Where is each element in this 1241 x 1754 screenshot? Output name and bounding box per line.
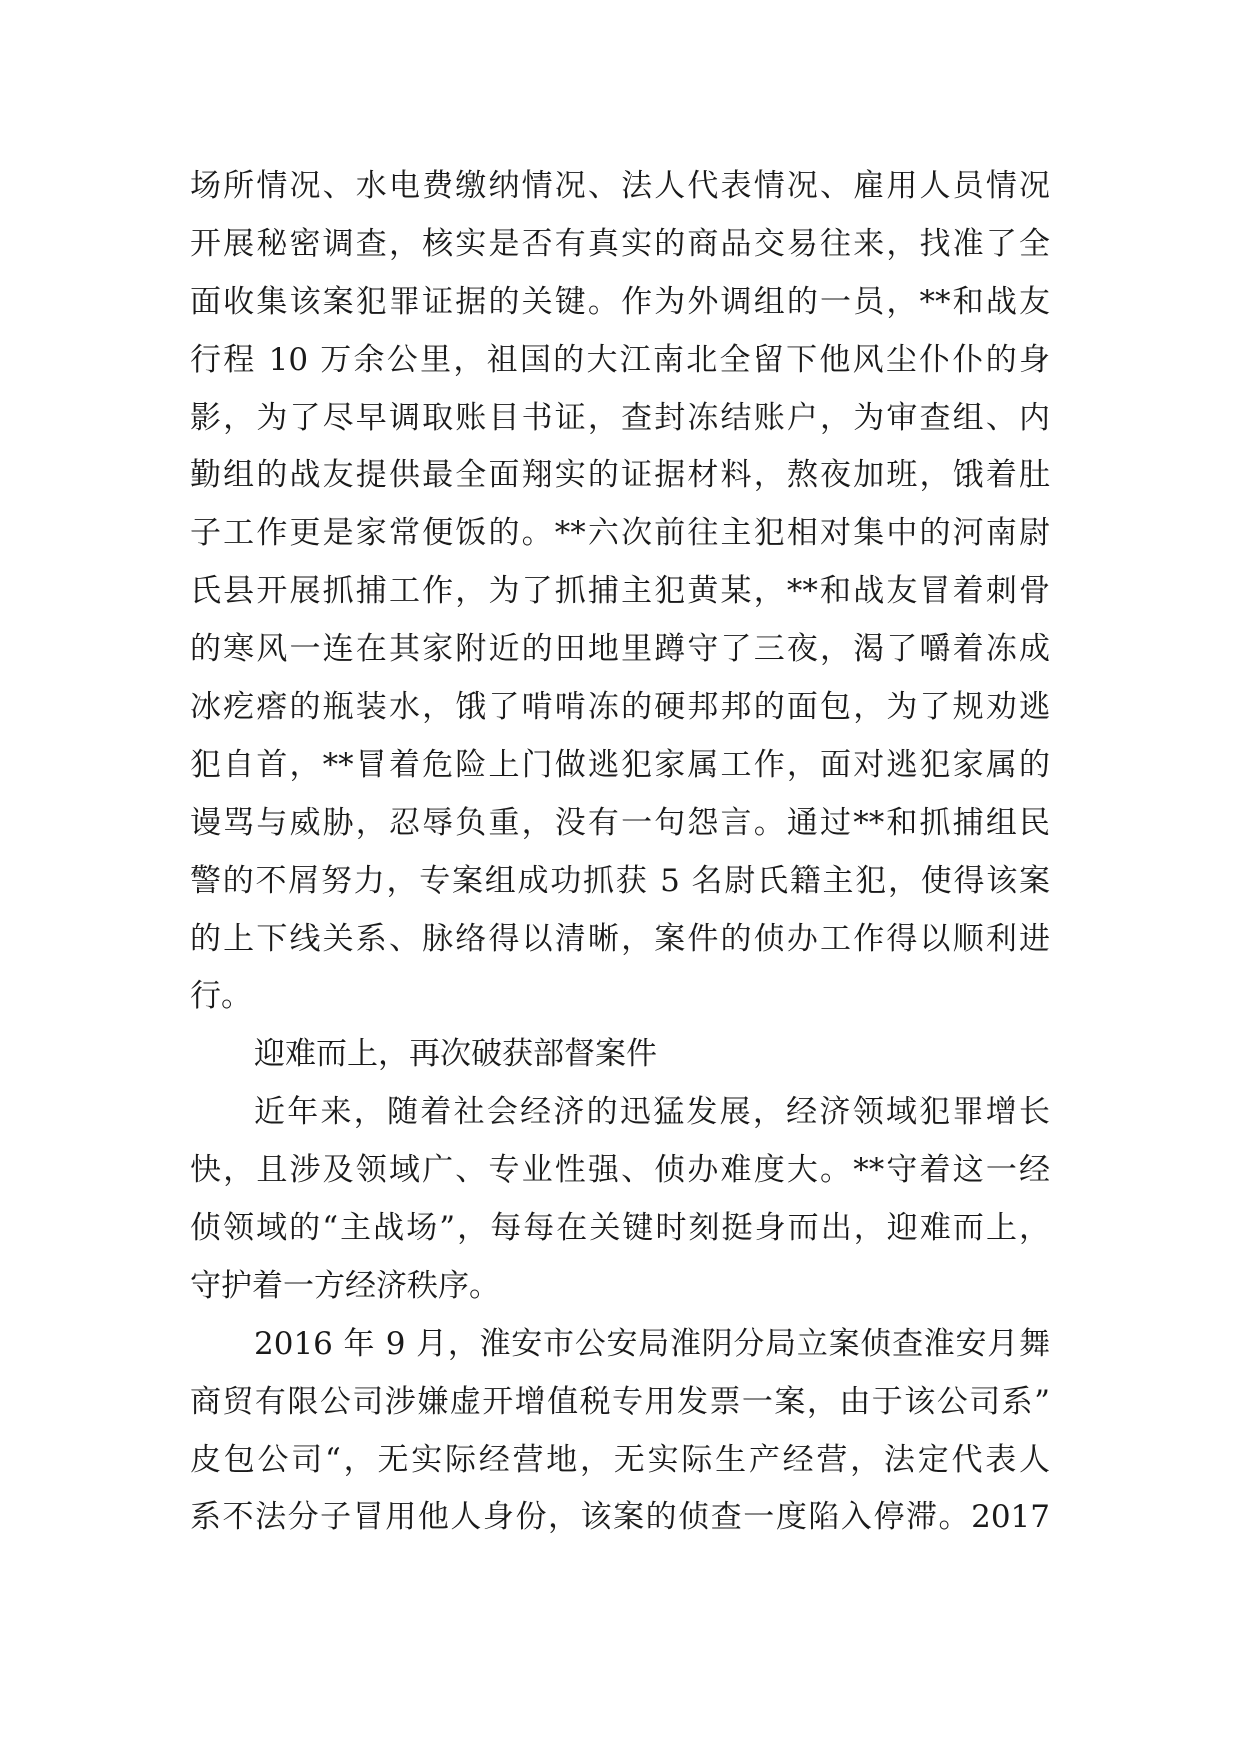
text-line: 影，为了尽早调取账目书证，查封冻结账户，为审查组、内: [190, 399, 1050, 436]
text-line: 的上下线关系、脉络得以清晰，案件的侦办工作得以顺利进: [190, 920, 1050, 957]
text-line: 犯自首，**冒着危险上门做逃犯家属工作，面对逃犯家属的: [190, 746, 1050, 783]
text-line: 皮包公司“，无实际经营地，无实际生产经营，法定代表人: [190, 1441, 1050, 1478]
document-body: [190, 158, 1050, 1547]
text-line: 面收集该案犯罪证据的关键。作为外调组的一员，**和战友: [190, 283, 1050, 320]
section-heading: 迎难而上，再次破获部督案件: [254, 1036, 657, 1073]
text-line: 守护着一方经济秩序。: [190, 1267, 500, 1304]
text-line: 子工作更是家常便饭的。**六次前往主犯相对集中的河南尉: [190, 515, 1050, 552]
text-line: 勤组的战友提供最全面翔实的证据材料，熬夜加班，饿着肚: [190, 457, 1050, 494]
text-line: 系不法分子冒用他人身份，该案的侦查一度陷入停滞。2017: [190, 1499, 1050, 1536]
text-line: 冰疙瘩的瓶装水，饿了啃啃冻的硬邦邦的面包，为了规劝逃: [190, 689, 1050, 726]
text-line: 氏县开展抓捕工作，为了抓捕主犯黄某，**和战友冒着刺骨: [190, 573, 1050, 610]
text-line: 侦领域的“主战场”，每每在关键时刻挺身而出，迎难而上，: [190, 1210, 1050, 1247]
text-line: 2016 年 9 月，淮安市公安局淮阴分局立案侦查淮安月舞: [254, 1325, 1050, 1362]
text-line: 商贸有限公司涉嫌虚开增值税专用发票一案，由于该公司系”: [190, 1383, 1050, 1420]
text-line: 谩骂与威胁，忍辱负重，没有一句怨言。通过**和抓捕组民: [190, 804, 1050, 841]
text-line: 场所情况、水电费缴纳情况、法人代表情况、雇用人员情况: [190, 168, 1050, 204]
text-line: 行程 10 万余公里，祖国的大江南北全留下他风尘仆仆的身: [190, 341, 1050, 378]
text-line: 行。: [190, 978, 252, 1015]
text-line: 开展秘密调查，核实是否有真实的商品交易往来，找准了全: [190, 225, 1050, 262]
text-line: 警的不屑努力，专案组成功抓获 5 名尉氏籍主犯，使得该案: [190, 862, 1050, 899]
text-line: 近年来，随着社会经济的迅猛发展，经济领域犯罪增长: [254, 1094, 1050, 1131]
text-line: 快，且涉及领域广、专业性强、侦办难度大。**守着这一经: [190, 1152, 1050, 1189]
text-line: 的寒风一连在其家附近的田地里蹲守了三夜，渴了嚼着冻成: [190, 631, 1050, 668]
